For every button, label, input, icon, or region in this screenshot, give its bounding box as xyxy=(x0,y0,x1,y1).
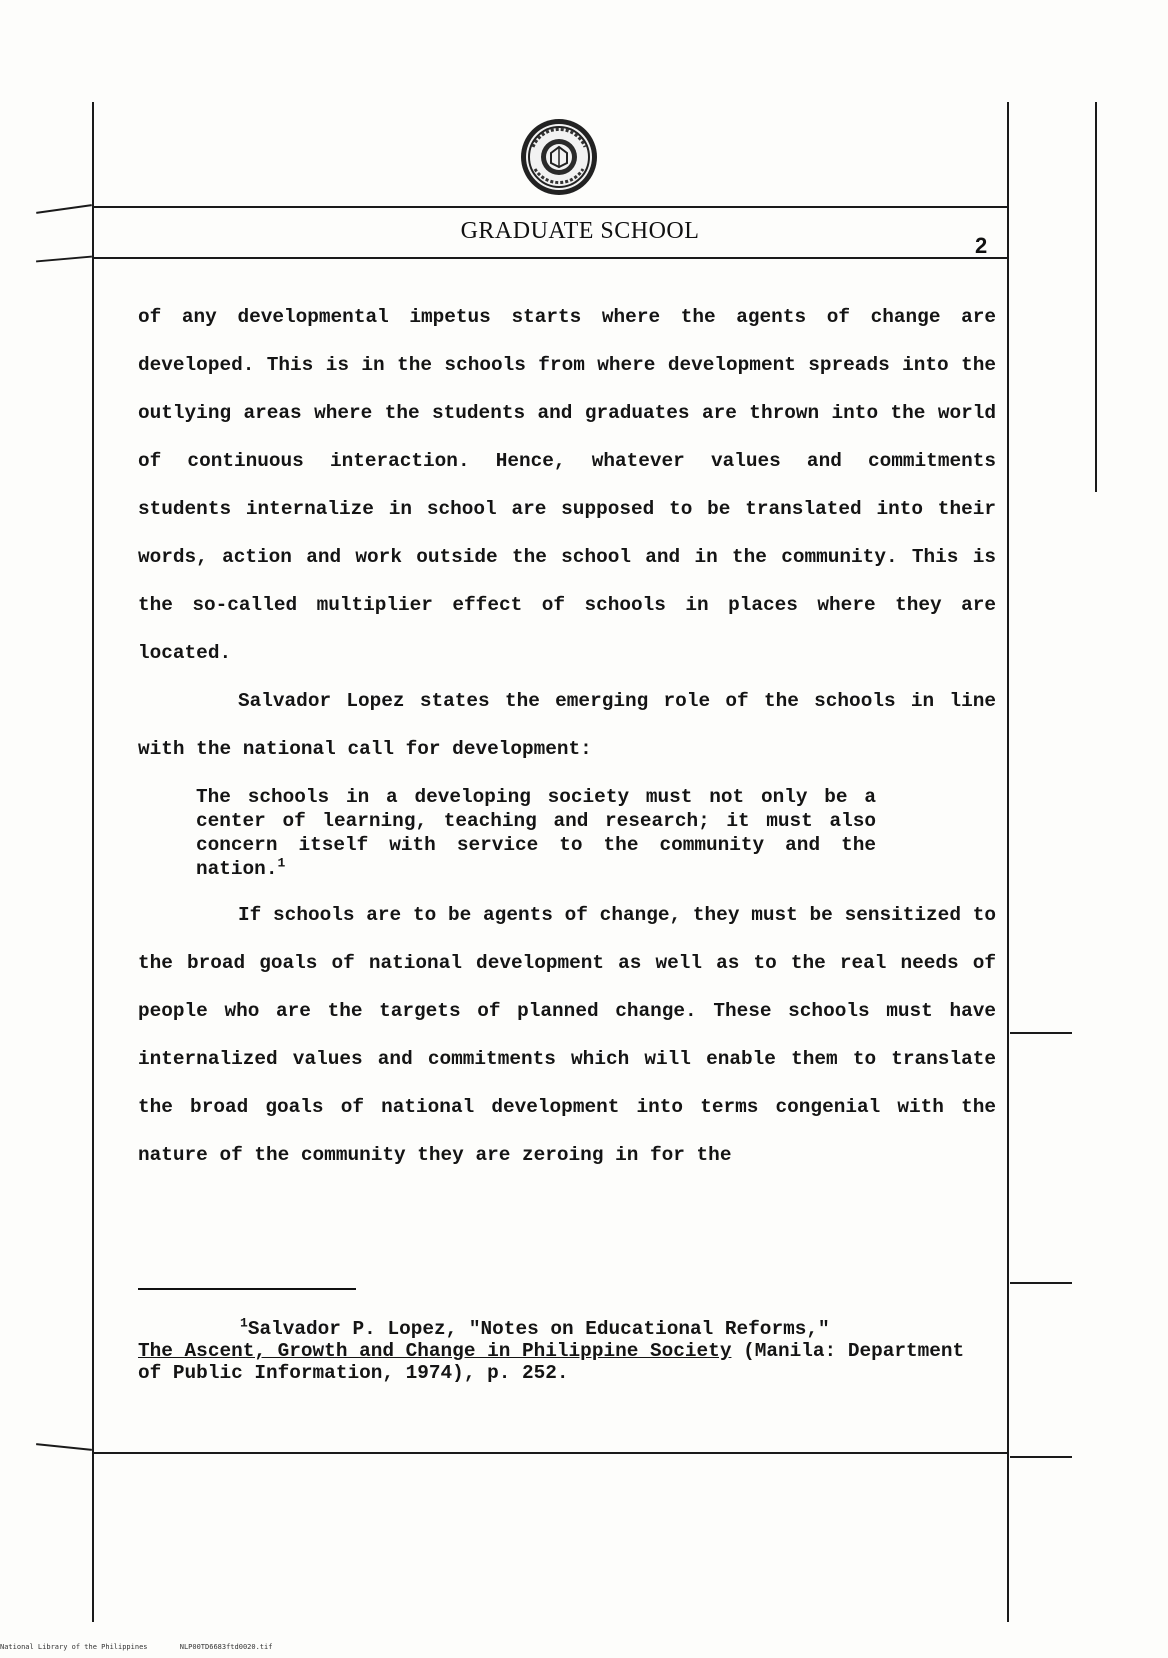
footnote-line xyxy=(138,1315,998,1340)
header-bottom-rule xyxy=(92,257,1009,259)
header-top-rule xyxy=(92,206,1009,208)
body-text xyxy=(138,293,996,1179)
page-number: 2 xyxy=(975,233,988,258)
footnote-publisher: (Manila: Department of Public Information, 1974), p. 252. xyxy=(138,1340,965,1384)
footnote-line xyxy=(138,1340,998,1384)
margin-tick xyxy=(1010,1032,1072,1034)
footer-rule xyxy=(92,1452,1009,1454)
block-quote-text: The schools in a developing society must not only be a center of learning, teaching and research; it must also concern itself with service to the community and the nation. xyxy=(196,786,876,880)
footnote-separator xyxy=(138,1288,356,1290)
footnote-reference: 1 xyxy=(277,855,286,871)
scan-caption-file: NLP00TD6683ftd0020.tif xyxy=(179,1643,273,1651)
scan-caption-library: National Library of the Philippines xyxy=(0,1643,148,1651)
right-edge-mark xyxy=(1095,102,1097,492)
margin-tick xyxy=(1010,1282,1072,1284)
footnote-marker: 1 xyxy=(240,1315,248,1331)
body-paragraph: If schools are to be agents of change, they must be sensitized to the broad goals of national development as well as to the real needs of people who are the targets of planned change. These schools must have internalized values and commitments which will enable them to translate the broad goals of national development into terms congenial with the nature of the community they are zeroing in for the xyxy=(138,904,996,1166)
footnote-book-title: The Ascent, Growth and Change in Philippine Society xyxy=(138,1340,732,1362)
left-margin-rule xyxy=(92,102,94,1622)
right-margin-rule xyxy=(1007,102,1009,1622)
margin-tick xyxy=(36,256,92,263)
scan-caption xyxy=(0,1643,300,1651)
footnote xyxy=(138,1315,998,1384)
footnote-author: Salvador P. Lopez, "Notes on Educational Reforms," xyxy=(247,1318,830,1340)
university-seal-icon xyxy=(519,117,599,197)
body-paragraph: of any developmental impetus starts where the agents of change are developed. This is in the schools from where development spreads into the outlying areas where the students and graduates are thrown into the world of continuous interaction. Hence, whatever values and commitments students internalize in school are supposed to be translated into their words, action and work outside the school and in the community. This is the so-called multiplier effect of schools in places where they are located. xyxy=(138,306,996,664)
margin-tick xyxy=(36,1443,92,1451)
margin-tick xyxy=(36,204,92,214)
block-quote xyxy=(196,785,876,881)
margin-tick xyxy=(1010,1456,1072,1458)
page-header-title: GRADUATE SCHOOL xyxy=(460,218,700,244)
body-paragraph: Salvador Lopez states the emerging role of the schools in line with the national call for development: xyxy=(138,690,996,760)
